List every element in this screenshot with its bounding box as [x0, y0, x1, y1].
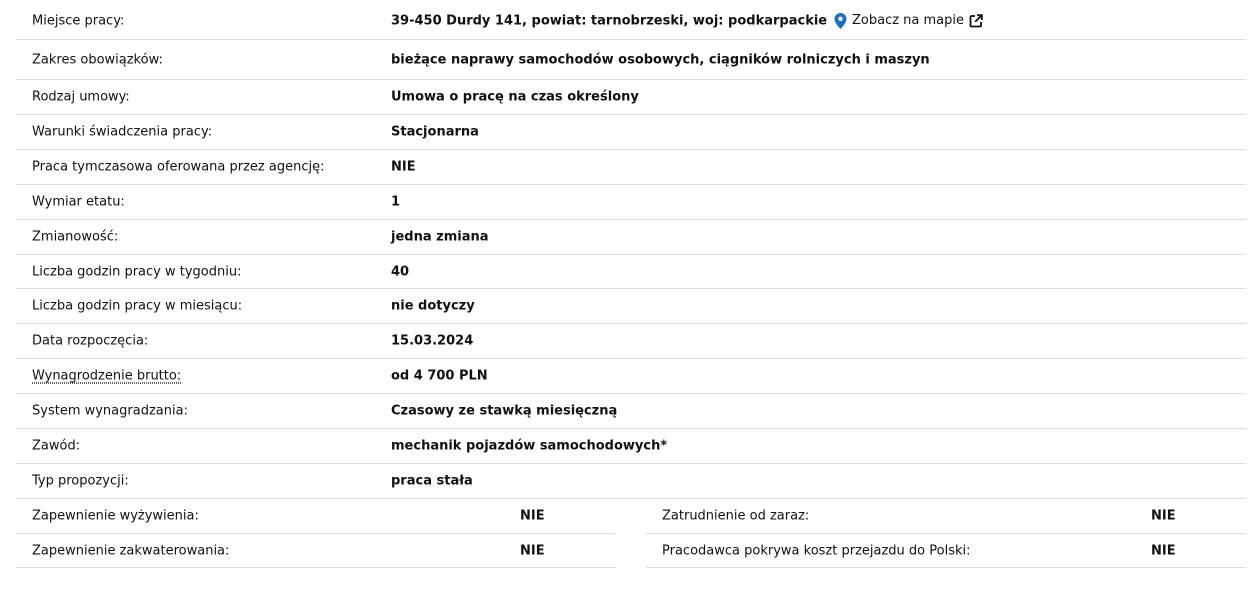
row-value: 1: [391, 194, 401, 210]
row-label: Zawód:: [32, 438, 81, 454]
row-value: Czasowy ze stawką miesięczną: [391, 403, 618, 419]
row-label: System wynagradzania:: [32, 403, 188, 419]
row-label: Zapewnienie zakwaterowania:: [32, 543, 230, 558]
row-duties: [16, 40, 1246, 80]
row-value: NIE: [520, 543, 545, 558]
row-workplace: [16, 2, 1246, 40]
row-value: Stacjonarna: [391, 124, 479, 140]
row-label: Data rozpoczęcia:: [32, 333, 149, 349]
row-value: jedna zmiana: [391, 229, 489, 245]
row-label: Wymiar etatu:: [32, 194, 125, 210]
row-value: 15.03.2024: [391, 333, 474, 349]
row-label: Liczba godzin pracy w tygodniu:: [32, 264, 242, 279]
row-weekly-hours: [16, 255, 1246, 289]
row-value: NIE: [1151, 543, 1176, 558]
map-pin-icon: [834, 13, 847, 29]
row-label: Miejsce pracy:: [32, 13, 125, 28]
row-work-conditions: [16, 115, 1246, 150]
row-accommodation-provided: [16, 534, 615, 568]
row-value: nie dotyczy: [391, 298, 475, 314]
row-fte: [16, 185, 1246, 220]
row-value: Umowa o pracę na czas określony: [391, 89, 639, 105]
row-label: Zmianowość:: [32, 229, 119, 245]
row-occupation: [16, 429, 1246, 464]
row-label: Zatrudnienie od zaraz:: [662, 508, 810, 524]
row-label: Zapewnienie wyżywienia:: [32, 508, 199, 524]
row-contract-type: [16, 80, 1246, 115]
row-meals-provided: [16, 499, 615, 534]
row-value: mechanik pojazdów samochodowych*: [391, 438, 668, 454]
row-value: bieżące naprawy samochodów osobowych, ciągników rolniczych i maszyn: [391, 52, 930, 67]
row-value: od 4 700 PLN: [391, 368, 488, 384]
row-value: NIE: [520, 508, 545, 524]
row-label: Zakres obowiązków:: [32, 52, 163, 67]
row-label: Pracodawca pokrywa koszt przejazdu do Polski:: [662, 543, 971, 558]
row-label: Liczba godzin pracy w miesiącu:: [32, 298, 243, 314]
row-start-date: [16, 324, 1246, 359]
row-value: 40: [391, 264, 410, 279]
show-on-map-label: Zobacz na mapie: [852, 13, 965, 28]
row-value: praca stała: [391, 473, 473, 489]
gross-salary-tooltip-label[interactable]: Wynagrodzenie brutto:: [32, 368, 182, 384]
row-offer-type: [16, 464, 1246, 499]
row-immediate-employment: [646, 499, 1246, 534]
row-label: Praca tymczasowa oferowana przez agencję:: [32, 159, 325, 175]
row-label: Typ propozycji:: [32, 473, 129, 489]
external-link-icon: [969, 14, 983, 28]
row-gross-salary: [16, 359, 1246, 394]
row-travel-cost-covered: [646, 534, 1246, 568]
row-monthly-hours: [16, 289, 1246, 324]
row-label: Rodzaj umowy:: [32, 89, 130, 105]
row-pay-system: [16, 394, 1246, 429]
row-value: 39-450 Durdy 141, powiat: tarnobrzeski, woj: podkarpackie: [391, 13, 828, 28]
show-on-map-link[interactable]: [834, 13, 983, 29]
row-label: Warunki świadczenia pracy:: [32, 124, 213, 140]
row-value: NIE: [391, 159, 416, 175]
row-value: NIE: [1151, 508, 1176, 524]
row-temp-agency: [16, 150, 1246, 185]
row-shifts: [16, 220, 1246, 255]
